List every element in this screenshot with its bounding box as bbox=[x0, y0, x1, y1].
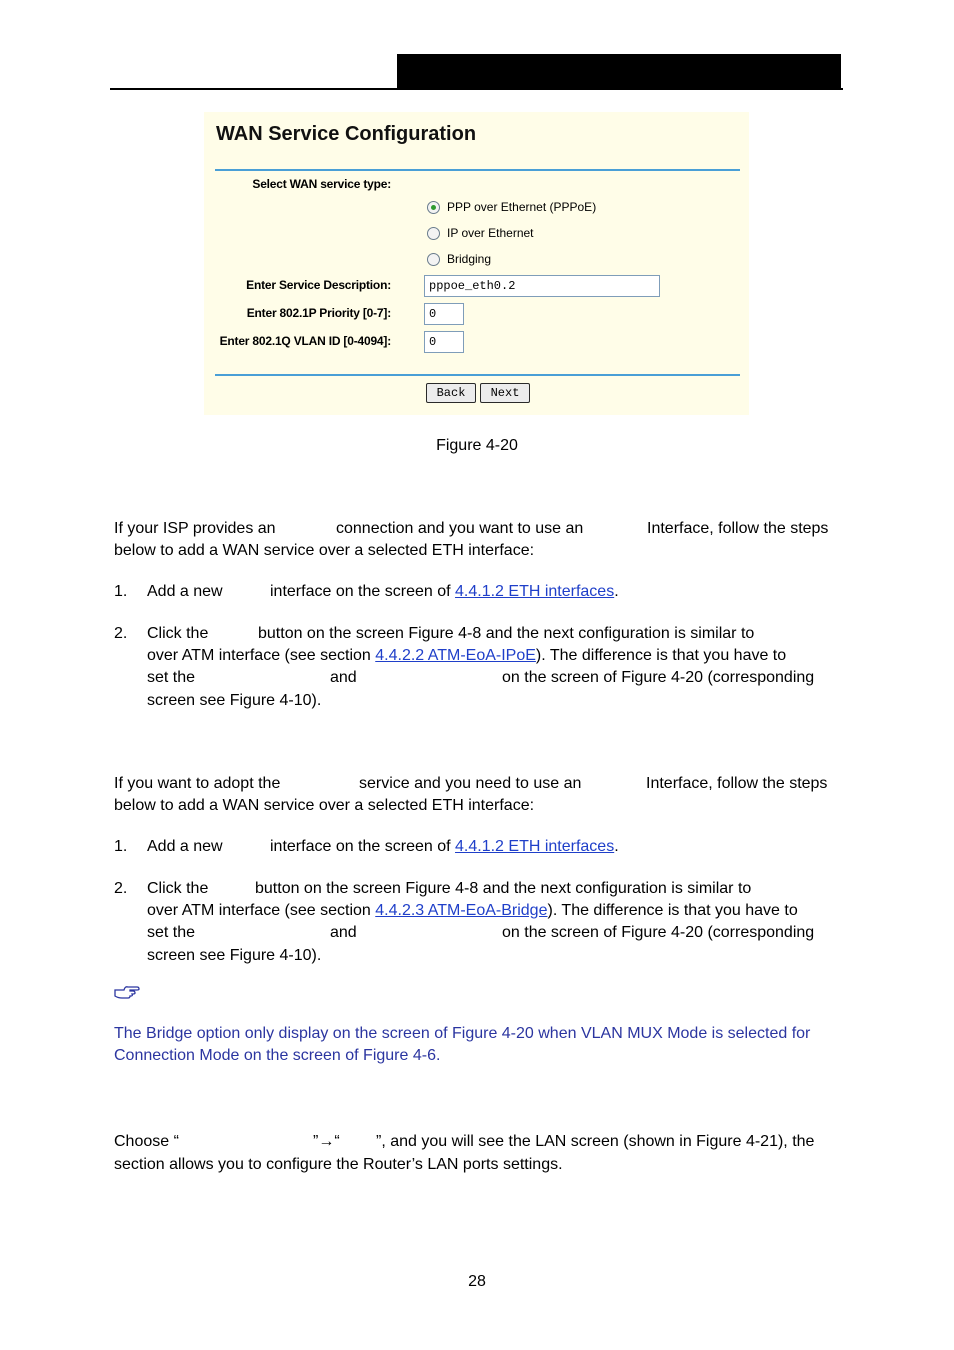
s2-item2-l2-a: over ATM interface (see section bbox=[147, 902, 371, 919]
s2-item2-a: Click the bbox=[147, 880, 209, 897]
s1-item1-end: . bbox=[614, 583, 619, 600]
header-rule bbox=[110, 88, 843, 90]
s1-line2: below to add a WAN service over a selected ETH interface: bbox=[114, 542, 535, 559]
s1-item2-line4: screen see Figure 4-10). bbox=[147, 692, 322, 709]
s1-item2-l3-c: on the screen of Figure 4-20 (corresponding bbox=[502, 669, 815, 686]
page-number: 28 bbox=[468, 1273, 486, 1290]
s1-item1-b: interface on the screen of bbox=[270, 583, 451, 600]
screen-title: WAN Service Configuration bbox=[216, 123, 477, 145]
priority-label: Enter 802.1P Priority [0-7]: bbox=[246, 306, 391, 320]
figure-caption: Figure 4-20 bbox=[436, 437, 518, 454]
note-line2: Connection Mode on the screen of Figure 4-6. bbox=[114, 1047, 441, 1064]
s2-item1-end: . bbox=[614, 838, 619, 855]
s1-item2-b: button on the screen Figure 4-8 and the next configuration is similar to bbox=[258, 625, 755, 642]
choose-line2: section allows you to configure the Router’s LAN ports settings. bbox=[114, 1156, 563, 1173]
s1-item2-line2 bbox=[147, 645, 786, 668]
s1-item2-l2-a: over ATM interface (see section bbox=[147, 647, 371, 664]
priority-input[interactable]: 0 bbox=[424, 303, 464, 325]
service-description-input[interactable]: pppoe_eth0.2 bbox=[424, 275, 660, 297]
s2-item2-l3-b: and bbox=[330, 924, 357, 941]
s1-item2-l2-b: ). The difference is that you have to bbox=[535, 647, 787, 664]
radio-ipoe[interactable] bbox=[427, 227, 440, 240]
s2-item2-b: button on the screen Figure 4-8 and the next configuration is similar to bbox=[255, 880, 752, 897]
s1-item1-number: 1. bbox=[114, 583, 128, 600]
atm-eoa-ipoe-link[interactable]: 4.4.2.2 ATM-EoA-IPoE bbox=[375, 647, 536, 664]
eth-interfaces-link-2[interactable]: 4.4.1.2 ETH interfaces bbox=[455, 838, 615, 855]
s2-item2-number: 2. bbox=[114, 880, 128, 897]
bottom-divider bbox=[215, 374, 740, 376]
s2-line1-c: Interface, follow the steps bbox=[646, 775, 828, 792]
choose-a: Choose “ bbox=[114, 1133, 179, 1150]
s2-line1-a: If you want to adopt the bbox=[114, 775, 281, 792]
s1-line1-b: connection and you want to use an bbox=[336, 520, 584, 537]
header-bar bbox=[397, 54, 841, 88]
s2-item1-number: 1. bbox=[114, 838, 128, 855]
s2-item1-a: Add a new bbox=[147, 838, 223, 855]
vlan-id-input[interactable]: 0 bbox=[424, 331, 464, 353]
select-service-label: Select WAN service type: bbox=[252, 177, 391, 191]
s1-item1-a: Add a new bbox=[147, 583, 223, 600]
s1-item2-a: Click the bbox=[147, 625, 209, 642]
top-divider bbox=[215, 169, 740, 171]
s2-item2-l2-b: ). The difference is that you have to bbox=[547, 902, 798, 919]
s1-line1-a: If your ISP provides an bbox=[114, 520, 276, 537]
s2-item2-line4: screen see Figure 4-10). bbox=[147, 947, 322, 964]
radio-bridging-label: Bridging bbox=[447, 252, 492, 266]
pointing-hand-icon bbox=[114, 984, 140, 1000]
choose-c: ”, and you will see the LAN screen (shown in Figure 4-21), the bbox=[376, 1133, 815, 1150]
s1-item1-text bbox=[270, 581, 619, 604]
radio-ipoe-label: IP over Ethernet bbox=[447, 226, 534, 240]
service-description-label: Enter Service Description: bbox=[246, 278, 391, 292]
s2-line2: below to add a WAN service over a selected ETH interface: bbox=[114, 797, 535, 814]
s2-item2-l3-a: set the bbox=[147, 924, 196, 941]
note-line1: The Bridge option only display on the screen of Figure 4-20 when VLAN MUX Mode is selected for bbox=[114, 1025, 811, 1042]
s2-item1-b: interface on the screen of bbox=[270, 838, 451, 855]
s2-line1-b: service and you need to use an bbox=[359, 775, 582, 792]
s1-line1-c: Interface, follow the steps bbox=[647, 520, 829, 537]
s1-item2-number: 2. bbox=[114, 625, 128, 642]
atm-eoa-bridge-link[interactable]: 4.4.2.3 ATM-EoA-Bridge bbox=[375, 902, 548, 919]
eth-interfaces-link[interactable]: 4.4.1.2 ETH interfaces bbox=[455, 583, 615, 600]
s2-item2-l3-c: on the screen of Figure 4-20 (corresponding bbox=[502, 924, 815, 941]
s2-item2-line2 bbox=[147, 900, 798, 923]
vlan-id-label: Enter 802.1Q VLAN ID [0-4094]: bbox=[219, 334, 391, 348]
s2-item1-text bbox=[270, 836, 619, 859]
radio-bridging[interactable] bbox=[427, 253, 440, 266]
choose-b: ”→“ bbox=[313, 1133, 340, 1150]
s1-item2-l3-a: set the bbox=[147, 669, 196, 686]
radio-pppoe-label: PPP over Ethernet (PPPoE) bbox=[447, 200, 597, 214]
next-button[interactable]: Next bbox=[480, 383, 530, 403]
wan-service-config-screenshot bbox=[204, 112, 749, 415]
radio-pppoe[interactable] bbox=[427, 201, 440, 214]
s1-item2-l3-b: and bbox=[330, 669, 357, 686]
back-button[interactable]: Back bbox=[426, 383, 476, 403]
